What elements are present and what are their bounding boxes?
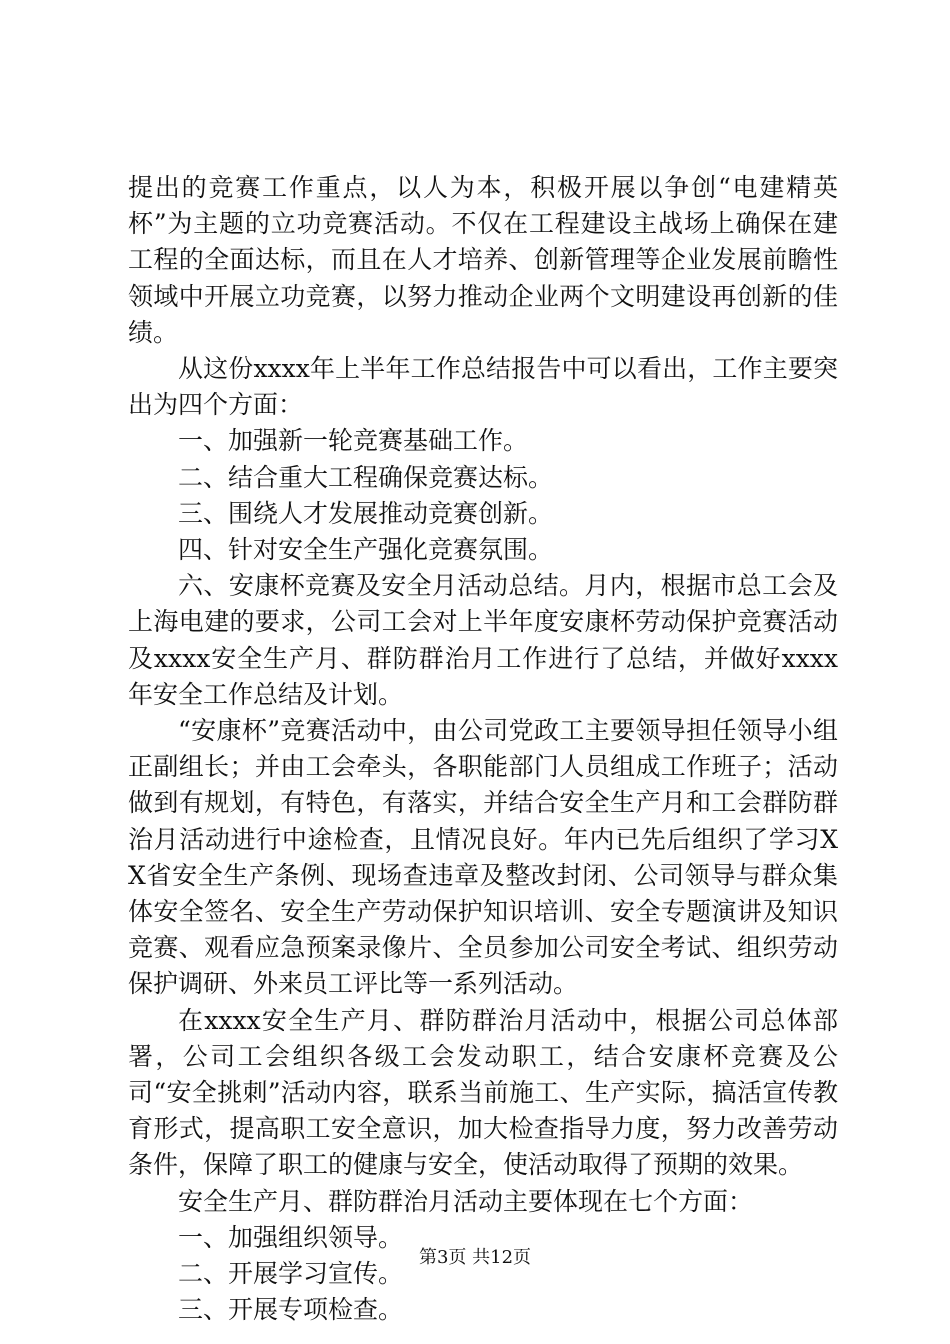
- list-item: 一、加强组织领导。: [178, 1222, 404, 1252]
- paragraph-continuation: 提出的竞赛工作重点，以人为本，积极开展以争创“电建精英杯”为主题的立功竞赛活动。不仅在工程建设主战场上确保在建工程的全面达标，而且在人才培养、创新管理等企业发展前瞻性领域中开展立功竞赛，以努力推动企业两个文明建设再创新的佳绩。: [128, 173, 838, 347]
- list-item: 三、开展专项检查。: [178, 1295, 404, 1325]
- list-item: 一、加强新一轮竞赛基础工作。: [178, 426, 529, 456]
- list-item: 二、结合重大工程确保竞赛达标。: [178, 462, 554, 492]
- paragraph-ankang-cup-summary: 六、安康杯竞赛及安全月活动总结。月内，根据市总工会及上海电建的要求，公司工会对上半年度安康杯劳动保护竞赛活动及xxxx安全生产月、群防群治月工作进行了总结，并做好xxxx年安全工作总结及计划。: [128, 571, 838, 709]
- paragraph-seven-aspects-intro: 安全生产月、群防群治月活动主要体现在七个方面：: [178, 1186, 754, 1216]
- paragraph-summary-intro: 从这份xxxx年上半年工作总结报告中可以看出，工作主要突出为四个方面：: [128, 354, 838, 420]
- paragraph-ankang-cup-activities: “安康杯”竞赛活动中，由公司党政工主要领导担任领导小组正副组长；并由工会牵头，各职能部门人员组成工作班子；活动做到有规划，有特色，有落实，并结合安全生产月和工会群防群治月活动进行中途检查，且情况良好。年内已先后组织了学习XX省安全生产条例、现场查违章及整改封闭、公司领导与群众集体安全签名、安全生产劳动保护知识培训、安全专题演讲及知识竞赛、观看应急预案录像片、全员参加公司安全考试、组织劳动保护调研、外来员工评比等一系列活动。: [128, 716, 838, 999]
- list-item: 四、针对安全生产强化竞赛氛围。: [178, 535, 554, 565]
- page-number-footer: 第3页 共12页: [418, 1247, 532, 1268]
- document-body: [128, 170, 838, 1329]
- list-item: 二、开展学习宣传。: [178, 1259, 404, 1289]
- list-item: 三、围绕人才发展推动竞赛创新。: [178, 498, 554, 528]
- paragraph-safety-month: 在xxxx安全生产月、群防群治月活动中，根据公司总体部署，公司工会组织各级工会发动职工，结合安康杯竞赛及公司“安全挑刺”活动内容，联系当前施工、生产实际，搞活宣传教育形式，提高职工安全意识，加大检查指导力度，努力改善劳动条件，保障了职工的健康与安全，使活动取得了预期的效果。: [128, 1005, 838, 1180]
